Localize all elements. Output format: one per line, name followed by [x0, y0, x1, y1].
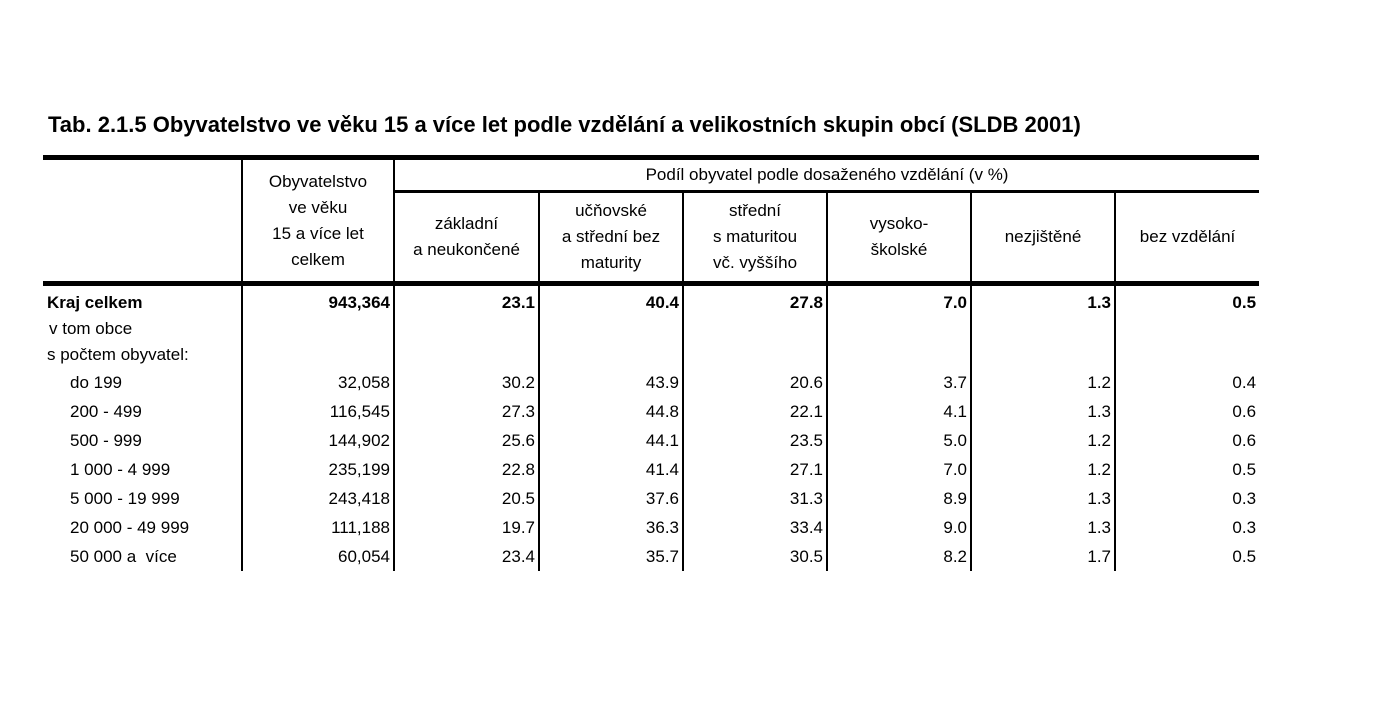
table-row [43, 542, 1259, 571]
cell-basic: 23.4 [394, 542, 539, 571]
empty-cell [827, 342, 971, 368]
cell-university: 7.0 [827, 284, 971, 317]
cell-population: 144,902 [242, 426, 394, 455]
cell-basic: 22.8 [394, 455, 539, 484]
empty-cell [971, 342, 1115, 368]
table-row [43, 484, 1259, 513]
cell-population: 60,054 [242, 542, 394, 571]
header-stub [43, 158, 242, 284]
cell-secondary: 20.6 [683, 368, 827, 397]
cell-university: 8.9 [827, 484, 971, 513]
cell-no-education: 0.6 [1115, 397, 1259, 426]
table-row [43, 397, 1259, 426]
header-population-line: ve věku [288, 197, 348, 217]
cell-apprentice: 35.7 [539, 542, 683, 571]
education-by-municipality-size-table [43, 155, 1259, 571]
cell-no-education: 0.5 [1115, 542, 1259, 571]
cell-university: 4.1 [827, 397, 971, 426]
note-label: v tom obce [49, 319, 133, 338]
cell-unknown: 1.3 [971, 484, 1115, 513]
row-label: 200 - 499 [70, 402, 142, 421]
table-row [43, 368, 1259, 397]
cell-basic: 30.2 [394, 368, 539, 397]
cell-secondary: 33.4 [683, 513, 827, 542]
cell-university: 5.0 [827, 426, 971, 455]
cell-apprentice: 40.4 [539, 284, 683, 317]
header-secondary [683, 192, 827, 284]
header-line: školské [870, 240, 928, 259]
table-body [43, 284, 1259, 572]
row-label: do 199 [70, 373, 122, 392]
table-row-note [43, 342, 1259, 368]
empty-cell [242, 342, 394, 368]
header-population-line: celkem [291, 249, 345, 269]
header-line: maturity [580, 253, 642, 272]
cell-secondary: 23.5 [683, 426, 827, 455]
row-label: 20 000 - 49 999 [70, 518, 190, 537]
empty-cell [539, 316, 683, 342]
cell-basic: 27.3 [394, 397, 539, 426]
row-label: 1 000 - 4 999 [70, 460, 171, 479]
empty-cell [971, 316, 1115, 342]
header-university [827, 192, 971, 284]
cell-university: 9.0 [827, 513, 971, 542]
row-label: 5 000 - 19 999 [70, 489, 180, 508]
empty-cell [1115, 342, 1259, 368]
header-unknown [971, 192, 1115, 284]
cell-apprentice: 44.8 [539, 397, 683, 426]
cell-unknown: 1.3 [971, 513, 1115, 542]
cell-apprentice: 43.9 [539, 368, 683, 397]
cell-no-education: 0.3 [1115, 484, 1259, 513]
cell-unknown: 1.7 [971, 542, 1115, 571]
table-row [43, 513, 1259, 542]
empty-cell [539, 342, 683, 368]
empty-cell [683, 316, 827, 342]
row-label: 50 000 a více [70, 547, 177, 566]
empty-cell [242, 316, 394, 342]
note-label: s počtem obyvatel: [47, 345, 189, 364]
cell-no-education: 0.5 [1115, 455, 1259, 484]
row-label: 500 - 999 [70, 431, 142, 450]
cell-population: 943,364 [242, 284, 394, 317]
cell-basic: 23.1 [394, 284, 539, 317]
cell-population: 32,058 [242, 368, 394, 397]
cell-apprentice: 41.4 [539, 455, 683, 484]
cell-population: 111,188 [242, 513, 394, 542]
cell-unknown: 1.3 [971, 397, 1115, 426]
row-label: Kraj celkem [47, 293, 143, 312]
header-line: vysoko- [869, 214, 929, 233]
table-title: Tab. 2.1.5 Obyvatelstvo ve věku 15 a více let podle vzdělání a velikostních skupin obcí (SLDB 2001) [48, 112, 1081, 137]
cell-basic: 25.6 [394, 426, 539, 455]
cell-apprentice: 36.3 [539, 513, 683, 542]
header-basic [394, 192, 539, 284]
cell-apprentice: 37.6 [539, 484, 683, 513]
cell-secondary: 27.1 [683, 455, 827, 484]
header-line: základní [434, 214, 499, 233]
table-row [43, 426, 1259, 455]
cell-population: 243,418 [242, 484, 394, 513]
cell-secondary: 27.8 [683, 284, 827, 317]
header-population-line: 15 a více let [272, 223, 364, 243]
cell-basic: 20.5 [394, 484, 539, 513]
cell-secondary: 30.5 [683, 542, 827, 571]
table-row-note [43, 316, 1259, 342]
header-line: střední [729, 201, 781, 220]
header-apprentice [539, 192, 683, 284]
cell-no-education: 0.3 [1115, 513, 1259, 542]
cell-apprentice: 44.1 [539, 426, 683, 455]
cell-unknown: 1.2 [971, 368, 1115, 397]
cell-no-education: 0.6 [1115, 426, 1259, 455]
statistics-table-container [43, 155, 1259, 571]
header-population [242, 158, 394, 284]
cell-no-education: 0.4 [1115, 368, 1259, 397]
empty-cell [394, 316, 539, 342]
table-row-total [43, 284, 1259, 317]
cell-unknown: 1.2 [971, 455, 1115, 484]
header-line: nezjištěné [1004, 227, 1082, 246]
header-line: bez vzdělání [1139, 227, 1236, 246]
cell-university: 3.7 [827, 368, 971, 397]
header-line: s maturitou [712, 227, 798, 246]
cell-unknown: 1.2 [971, 426, 1115, 455]
table-header [43, 158, 1259, 284]
cell-university: 8.2 [827, 542, 971, 571]
header-line: učňovské [575, 201, 647, 220]
cell-population: 235,199 [242, 455, 394, 484]
cell-unknown: 1.3 [971, 284, 1115, 317]
empty-cell [827, 316, 971, 342]
cell-secondary: 22.1 [683, 397, 827, 426]
header-education-group: Podíl obyvatel podle dosaženého vzdělání (v %) [394, 158, 1259, 192]
header-line: a střední bez [561, 227, 661, 246]
empty-cell [1115, 316, 1259, 342]
cell-university: 7.0 [827, 455, 971, 484]
header-line: vč. vyššího [712, 253, 798, 272]
empty-cell [683, 342, 827, 368]
table-row [43, 455, 1259, 484]
cell-no-education: 0.5 [1115, 284, 1259, 317]
cell-basic: 19.7 [394, 513, 539, 542]
header-no-education [1115, 192, 1259, 284]
cell-secondary: 31.3 [683, 484, 827, 513]
cell-population: 116,545 [242, 397, 394, 426]
header-line: a neukončené [413, 240, 520, 259]
header-population-line: Obyvatelstvo [268, 171, 368, 191]
empty-cell [394, 342, 539, 368]
